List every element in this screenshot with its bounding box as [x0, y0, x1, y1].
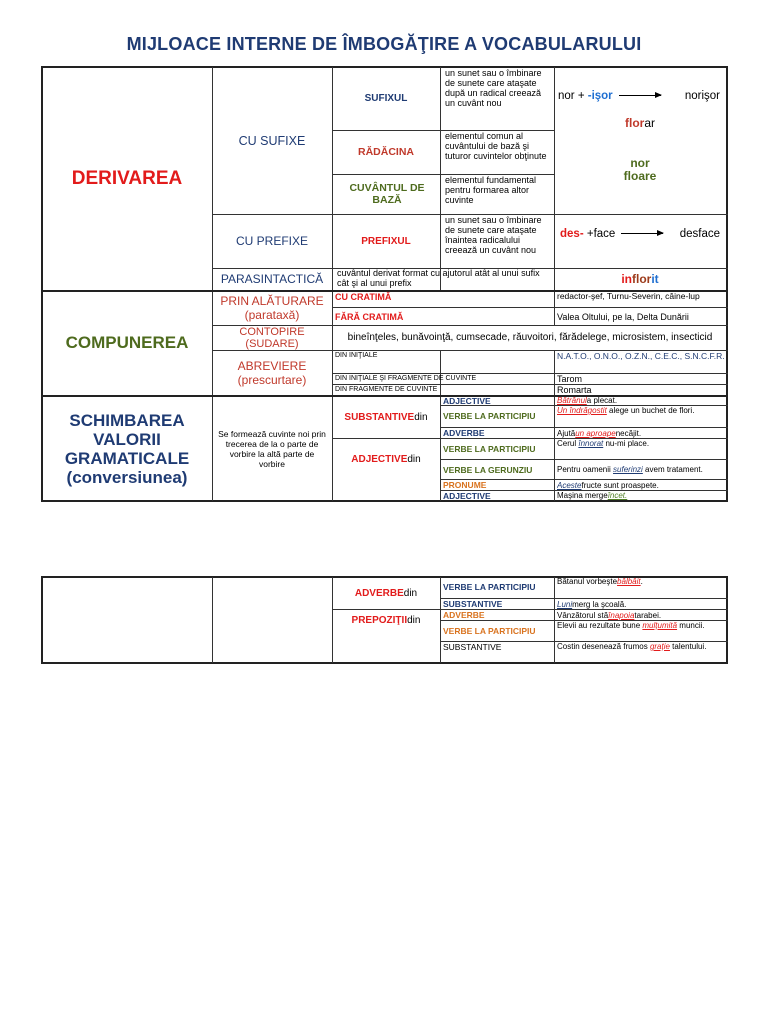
prepozitii-din-label	[332, 609, 440, 649]
din-text: din	[407, 615, 421, 626]
parasintactica-label: PARASINTACTICĂ	[220, 272, 324, 286]
contopire-label	[212, 325, 332, 350]
sufixul-label: SUFIXUL	[364, 92, 408, 104]
ex-it: it	[651, 272, 659, 286]
conv2-ex-balbait	[557, 577, 727, 598]
parasintactica-example	[554, 268, 726, 290]
ex-rest: a plecat.	[586, 396, 618, 405]
radacina-example	[554, 112, 726, 134]
din-initiale-example: N.A.T.O., O.N.O., O.Z.N., C.E.C., S.N.C.F.R.	[557, 351, 725, 361]
conv2-ex-inapoia	[557, 610, 727, 620]
ex-pre: Bătanul vorbeşte	[557, 577, 618, 586]
page-title: MIJLOACE INTERNE DE ÎMBOGĂŢIRE A VOCABULARULUI	[126, 34, 642, 54]
ex-rest: .	[640, 577, 643, 586]
conv-src-adverbe: ADVERBE	[443, 428, 485, 438]
adjective-text: ADJECTIVE	[351, 453, 408, 465]
conv-ex-incet	[557, 490, 727, 501]
fara-cratima-example: Valea Oltului, pe la, Delta Dunării	[557, 311, 689, 322]
conv2-src-verbe-participiu: VERBE LA PARTICIPIU	[443, 582, 536, 592]
conv-src-pronume: PRONUME	[443, 480, 487, 490]
ex-flor2: flor	[631, 272, 652, 286]
cu-cratima-example: redactor-şef, Turnu-Severin, câine-lup	[557, 292, 700, 301]
sudare-text: (SUDARE)	[245, 337, 299, 350]
din-fragmente-label: DIN FRAGMENTE DE CUVINTE	[335, 386, 438, 393]
adverbe-din-label	[332, 577, 440, 609]
schimbarea-line2: VALORII	[93, 429, 161, 449]
ex-rest: necăjit.	[615, 428, 642, 438]
conv2-src-adverbe: ADVERBE	[443, 610, 485, 620]
conv2-ex-multumita	[557, 621, 727, 641]
cuvantul-baza-definition: elementul fundamental pentru formarea altor cuvinte	[445, 175, 537, 205]
din-fragmente-example: Romarta	[557, 384, 592, 395]
adjective-din-label	[332, 438, 440, 480]
din-initiale-label: DIN INIŢIALE	[335, 352, 378, 359]
ex-rest: nu-mi place.	[603, 439, 650, 448]
adverbe-text: ADVERBE	[354, 587, 404, 599]
conv2-src-substantive: SUBSTANTIVE	[443, 599, 503, 609]
sufixul-definition: un sunet sau o îmbinare de sunete care ataşate după un radical creează un cuvânt nou	[445, 68, 542, 108]
din-initiale-fragmente-label: DIN INIŢIALE ŞI FRAGMENTE DE CUVINTE	[335, 375, 477, 382]
arrow-icon	[621, 233, 663, 234]
cu-prefixe-label: CU PREFIXE	[235, 234, 308, 248]
din-initiale-fragmente-example: Tarom	[557, 373, 583, 384]
radacina-definition: elementul comun al cuvântului de bază şi tuturor cuvintelor obţinute	[445, 131, 547, 161]
conv-ex-innorat	[557, 439, 727, 459]
cu-cratima-label: CU CRATIMĂ	[335, 292, 392, 302]
ex-word: înnorat	[578, 439, 604, 448]
conv-src-verbe-participiu: VERBE LA PARTICIPIU	[443, 411, 536, 421]
nor-floare-example	[554, 152, 726, 188]
ex-floare: floare	[623, 169, 657, 183]
ex-word: mulţumită	[642, 621, 678, 630]
conv-ex-batranul	[557, 396, 727, 405]
radacina-label: RĂDĂCINA	[358, 146, 414, 158]
ex-pre: Cerul	[557, 439, 579, 448]
conv-src-adjective-2: ADJECTIVE	[443, 490, 491, 501]
derivarea-label: DERIVAREA	[71, 167, 183, 189]
ex-word: bâlbâit	[617, 577, 641, 586]
ex-desface: desface	[679, 228, 720, 240]
prepozitii-text: PREPOZIŢII	[351, 615, 408, 626]
conv-src-adjective: ADJECTIVE	[443, 396, 491, 405]
conv2-ex-luni	[557, 599, 727, 609]
ex-rest: alege un buchet de flori.	[606, 406, 695, 415]
ex-flor: flor	[624, 116, 645, 130]
arrow-icon	[619, 95, 661, 96]
prescurtare-text: (prescurtare)	[237, 372, 307, 387]
din-text: din	[407, 453, 421, 465]
sufix-example	[554, 82, 726, 110]
ex-ar: ar	[644, 116, 655, 130]
ex-rest: talentului.	[669, 642, 707, 651]
conv2-src-substantive-2: SUBSTANTIVE	[443, 642, 502, 652]
cu-sufixe-label: CU SUFIXE	[238, 133, 306, 148]
prefixul-label: PREFIXUL	[361, 235, 411, 247]
din-text: din	[414, 411, 428, 423]
conv-ex-aproape	[557, 428, 727, 438]
parataxa-text: (parataxă)	[244, 308, 300, 322]
ex-word: Un îndrăgostit	[557, 406, 607, 415]
abreviere-text: ABREVIERE	[237, 358, 307, 373]
ex-rest: tarabei.	[634, 610, 662, 620]
conv-ex-indragostit	[557, 406, 727, 427]
ex-norisor: norişor	[684, 90, 720, 102]
ex-word: încet.	[607, 491, 628, 500]
alaturare-text: PRIN ALĂTURARE	[220, 294, 324, 308]
ex-pre: Elevii au rezultate bune	[557, 621, 643, 630]
ex-pre: Vânzătorul stă	[557, 610, 609, 620]
ex-rest: muncii.	[677, 621, 705, 630]
ex-word: suferinzi	[613, 465, 643, 474]
ex-word: înapoia	[608, 610, 635, 620]
ex-rest: avem tratament.	[642, 465, 703, 474]
ex-word: Aceste	[557, 480, 582, 490]
schimbarea-label	[42, 396, 212, 501]
parasintactica-definition: cuvântul derivat format cu ajutorul atât al unui sufix cât şi al unui prefix	[337, 268, 540, 288]
ex-word: Bătrânul	[557, 396, 587, 405]
conv2-src-verbe-participiu-2: VERBE LA PARTICIPIU	[443, 625, 536, 636]
ex-pre: Costin desenează frumos	[557, 642, 650, 651]
schimbarea-line3: GRAMATICALE	[64, 448, 190, 468]
ex-des: des-	[560, 228, 584, 240]
compunerea-label: COMPUNEREA	[65, 333, 189, 352]
alaturare-label	[212, 291, 332, 325]
ex-word: Luni	[557, 599, 573, 609]
prefixul-definition: un sunet sau o îmbinare de sunete care ataşate înaintea radicalului creează un cuvânt nou	[445, 215, 542, 255]
ex-pre: Ajută	[557, 428, 576, 438]
ex-word: graţie	[649, 642, 670, 651]
abreviere-label	[212, 350, 332, 395]
contopire-example: bineînţeles, bunăvoinţă, cumsecade, răuvoitori, fărădelege, microsistem, insecticid	[347, 332, 713, 343]
conv-ex-suferinzi	[557, 460, 727, 479]
ex-in: in	[621, 272, 632, 286]
conv-src-verbe-gerunziu: VERBE LA GERUNZIU	[443, 464, 533, 475]
ex-rest: merg la şcoală.	[572, 599, 627, 609]
substantive-din-label	[332, 396, 440, 438]
cuvantul-baza-label: CUVÂNTUL DE BAZĂ	[349, 182, 425, 206]
conv-ex-aceste	[557, 480, 727, 490]
ex-word: un aproape	[575, 428, 616, 438]
ex-isor: -işor	[587, 90, 613, 102]
ex-pre: Maşina merge	[557, 491, 608, 500]
ex-nor: nor +	[558, 90, 588, 102]
schimbarea-line1: SCHIMBAREA	[69, 410, 185, 430]
conv-src-verbe-participiu-2: VERBE LA PARTICIPIU	[443, 443, 536, 454]
substantive-text: SUBSTANTIVE	[344, 411, 415, 423]
schimbarea-line4: (conversiunea)	[66, 467, 188, 487]
contopire-text: CONTOPIRE	[239, 325, 305, 338]
ex-pre: Pentru oamenii	[557, 465, 614, 474]
ex-nor2: nor	[630, 156, 650, 170]
din-text: din	[403, 587, 418, 599]
schimbarea-definition: Se formează cuvinte noi prin trecerea de la o parte de vorbire la altă parte de vorbire	[218, 428, 326, 469]
conv2-ex-gratie	[557, 642, 727, 663]
fara-cratima-label: FĂRĂ CRATIMĂ	[335, 311, 404, 322]
prefix-example	[554, 222, 726, 246]
ex-face: +face	[583, 228, 616, 240]
ex-rest: fructe sunt proaspete.	[581, 480, 659, 490]
